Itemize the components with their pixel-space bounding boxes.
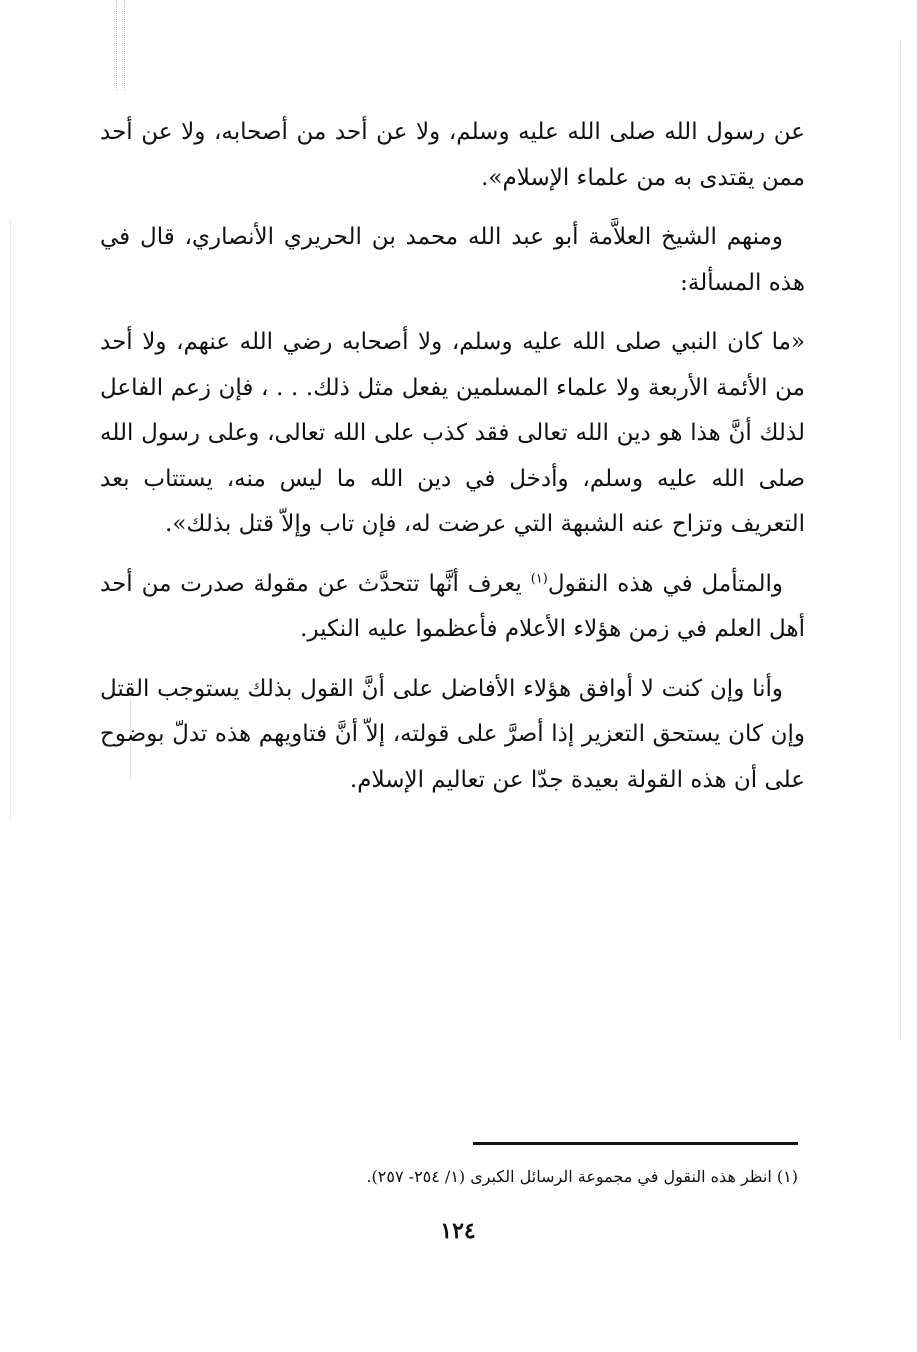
- paragraph-4-text-after-ref: يعرف أنَّها تتحدَّث عن مقولة صدرت من أحد أهل العلم في زمن هؤلاء الأعلام فأعظموا عليه النكير.: [100, 570, 805, 642]
- scan-artifact: [10, 220, 11, 820]
- footnote: (١) انظر هذه النقول في مجموعة الرسائل الكبرى (١/ ٢٥٤- ٢٥٧).: [366, 1167, 798, 1186]
- paragraph-1: عن رسول الله صلى الله عليه وسلم، ولا عن أحد من أصحابه، ولا عن أحد ممن يقتدى به من علماء الإسلام».: [100, 119, 805, 191]
- main-text: [100, 110, 805, 817]
- paragraph-4-text-before-ref: والمتأمل في هذه النقول: [547, 570, 783, 597]
- paragraph-5: وأنا وإن كنت لا أوافق هؤلاء الأفاضل على أنَّ القول بذلك يستوجب القتل وإن كان يستحق التعزير إذا أصرَّ على قولته، إلاّ أنَّ فتاويهم هذه تدلّ بوضوح على أن هذه القولة بعيدة جدّا عن تعاليم الإسلام.: [100, 675, 805, 793]
- scan-artifact: [900, 40, 901, 1040]
- footnote-reference[interactable]: (١): [530, 570, 548, 586]
- paragraph-4: [100, 562, 805, 653]
- paragraph-2: ومنهم الشيخ العلاَّمة أبو عبد الله محمد بن الحريري الأنصاري، قال في هذه المسألة:: [100, 224, 805, 296]
- paragraph-3: «ما كان النبي صلى الله عليه وسلم، ولا أصحابه رضي الله عنهم، ولا أحد من الأئمة الأربعة ولا علماء المسلمين يفعل مثل ذلك. . . ، فإن زعم الفاعل لذلك أنَّ هذا هو دين الله تعالى فقد كذب على الله تعالى، وعلى رسول الله صلى الله عليه وسلم، وأدخل في دين الله ما ليس منه، يستتاب بعد التعريف وتزاح عنه الشبهة التي عرضت له، فإن تاب وإلاّ قتل بذلك».: [100, 329, 805, 537]
- footnote-divider: [473, 1142, 798, 1145]
- scan-artifact: [116, 0, 117, 90]
- scan-artifact: [124, 0, 125, 90]
- page-number: ١٢٤: [440, 1218, 476, 1244]
